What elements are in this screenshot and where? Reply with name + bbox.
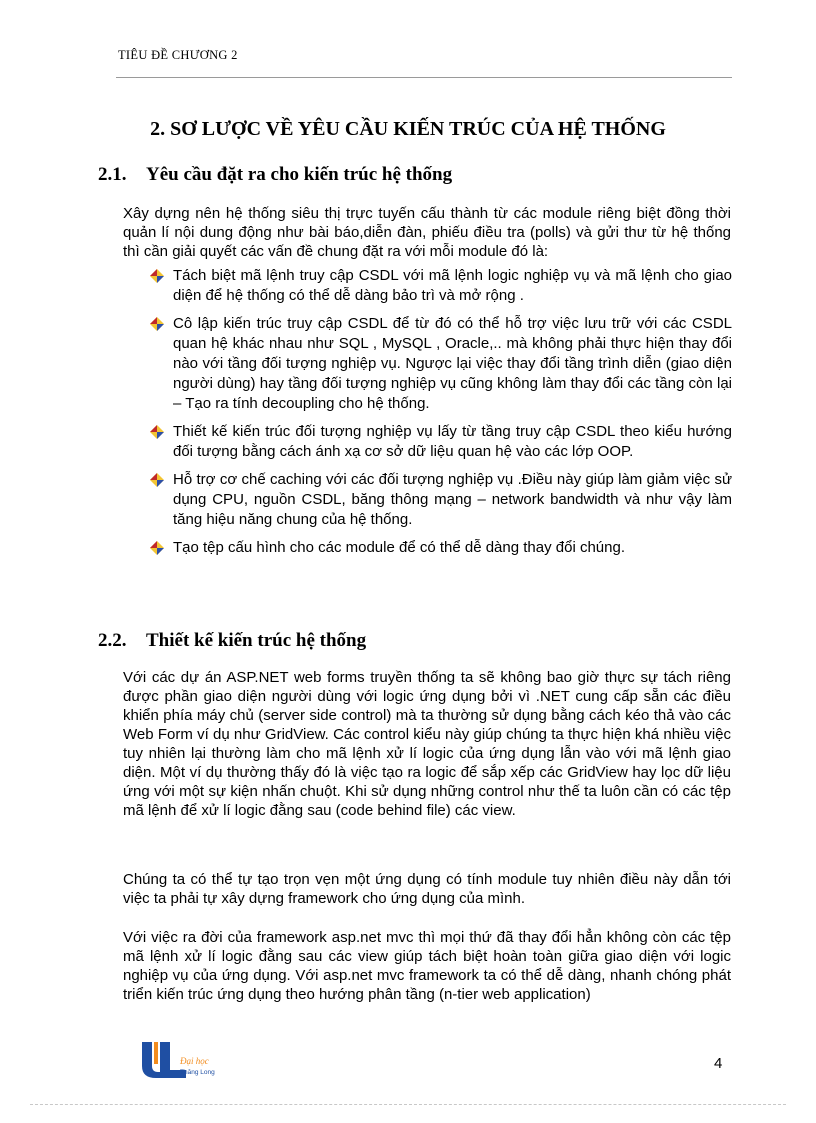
diamond-bullet-icon (150, 473, 164, 487)
header-divider (116, 77, 732, 78)
body-paragraph: Với việc ra đời của framework asp.net mvc thì mọi thứ đã thay đổi hẳn không còn các tệp mã lệnh xử lí logic đằng sau các view giúp tách biệt hoàn toàn giữa giao diện với logic nghiệp vụ của ứng dụng. Với asp.net mvc framework ta có thể dễ dàng, nhanh chóng phát triển kiến trúc ứng dụng theo hướng phân tầng (n-tier web application) (123, 929, 731, 1003)
chapter-title: 2. SƠ LƯỢC VỀ YÊU CẦU KIẾN TRÚC CỦA HỆ THỐNG (150, 118, 666, 140)
section-intro-paragraph: Xây dựng nên hệ thống siêu thị trực tuyến cấu thành từ các module riêng biệt đồng thời quản lí nội dung động như bài báo,diễn đàn, phiếu điều tra (polls) và gửi thư từ hệ thống thì cần giải quyết các vấn đề chung đặt ra với mỗi module đó là: (123, 205, 731, 260)
list-item (150, 470, 732, 530)
list-item (150, 422, 732, 462)
list-item (150, 266, 732, 306)
body-paragraph: Chúng ta có thể tự tạo trọn vẹn một ứng dụng có tính module tuy nhiên điều này dẫn tới việc ta phải tự xây dựng framework cho ứng dụng của mình. (123, 871, 731, 907)
page-number: 4 (714, 1055, 723, 1072)
diamond-bullet-icon (150, 317, 164, 331)
svg-text:Thăng Long: Thăng Long (180, 1069, 215, 1076)
list-item-text: Thiết kế kiến trúc đối tượng nghiệp vụ lấy từ tầng truy cập CSDL theo kiểu hướng đối tượng bằng cách ánh xạ cơ sở dữ liệu quan hệ vào các lớp OOP. (173, 423, 732, 460)
university-logo (140, 1040, 226, 1080)
list-item (150, 314, 732, 414)
section-title: Yêu cầu đặt ra cho kiến trúc hệ thống (146, 164, 453, 185)
diamond-bullet-icon (150, 425, 164, 439)
running-header: TIÊU ĐỀ CHƯƠNG 2 (118, 48, 238, 62)
list-item-text: Tạo tệp cấu hình cho các module để có thể dễ dàng thay đổi chúng. (173, 539, 625, 556)
diamond-bullet-icon (150, 541, 164, 555)
requirements-list (150, 266, 732, 566)
diamond-bullet-icon (150, 269, 164, 283)
footer-divider (30, 1104, 786, 1105)
section-title: Thiết kế kiến trúc hệ thống (146, 630, 367, 651)
list-item (150, 538, 732, 558)
section-number: 2.1. (98, 164, 127, 185)
list-item-text: Tách biệt mã lệnh truy cập CSDL với mã lệnh logic nghiệp vụ và mã lệnh cho giao diện để hệ thống có thể dễ dàng bảo trì và mở rộng . (173, 267, 732, 304)
list-item-text: Hỗ trợ cơ chế caching với các đối tượng nghiệp vụ .Điều này giúp làm giảm việc sử dụng CPU, nguồn CSDL, băng thông mạng – network bandwidth và như vậy làm tăng hiệu năng chung của hệ thống. (173, 471, 732, 528)
list-item-text: Cô lập kiến trúc truy cập CSDL để từ đó có thể hỗ trợ việc lưu trữ với các CSDL quan hệ khác nhau như SQL , MySQL , Oracle,.. mà không phải thực hiện thay đổi nào với tầng đối tượng nghiệp vụ. Ngược lại việc thay đổi tầng trình diễn (giao diện người dùng) hay tầng đối tượng nghiệp vụ cũng không làm thay đổi các tầng còn lại – Tạo ra tính decoupling cho hệ thống. (173, 315, 732, 412)
svg-text:Đại học: Đại học (180, 1056, 209, 1066)
section-heading-2-2 (98, 630, 366, 652)
body-paragraph: Với các dự án ASP.NET web forms truyền thống ta sẽ không bao giờ thực sự tách riêng được phần giao diện người dùng với logic ứng dụng bởi vì .NET cung cấp sẵn các điều khiển phía máy chủ (server side control) mà ta thường sử dụng bằng cách kéo thả vào các Web Form ví dụ như GridView. Các control kiểu này giúp chúng ta thực hiện khá nhiều việc tuy nhiên lại thường làm cho mã lệnh xử lí logic của ứng dụng lẫn vào với mã lệnh giao diện. Một ví dụ thường thấy đó là việc tạo ra logic để sắp xếp các GridView hay lọc dữ liệu ứng với một sự kiện nhấn chuột. Khi sử dụng những control như thế ta luôn cần có các tệp mã lệnh để xử lí logic đằng sau (code behind file) các view. (123, 669, 731, 819)
section-number: 2.2. (98, 630, 127, 651)
section-heading-2-1 (98, 164, 452, 186)
